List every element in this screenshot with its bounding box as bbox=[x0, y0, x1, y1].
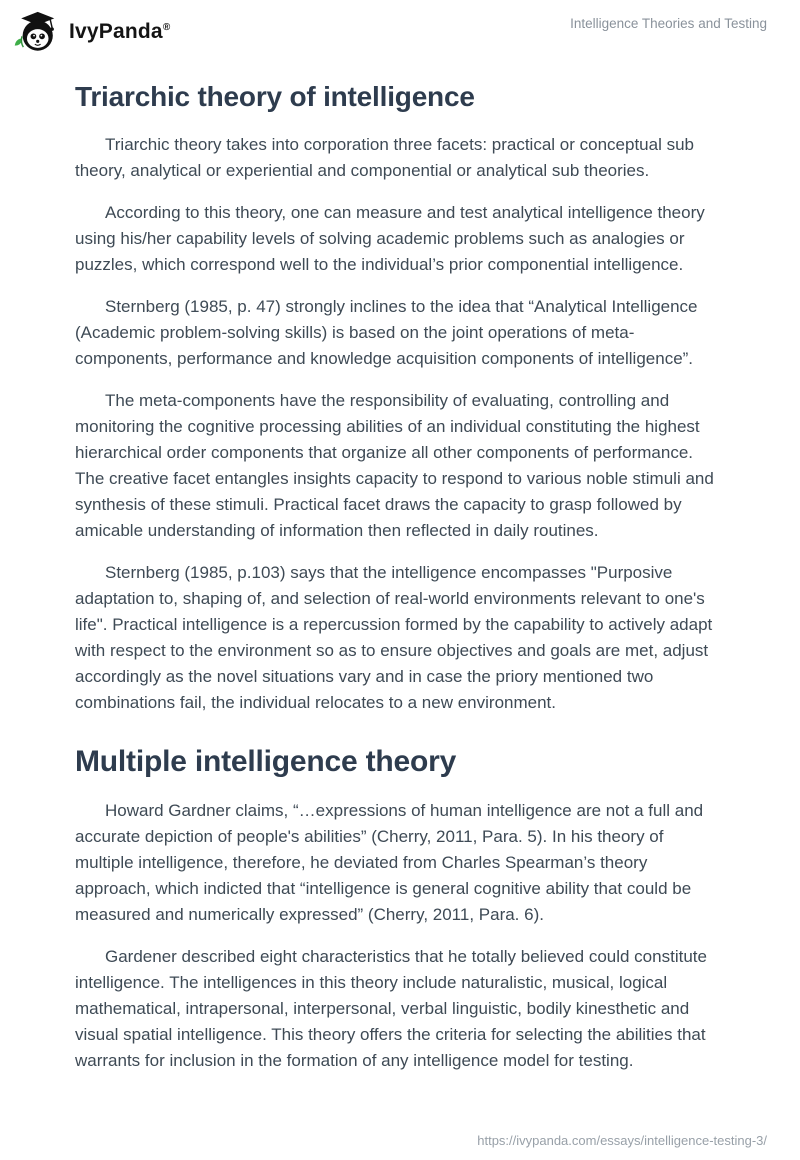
source-url-link[interactable]: https://ivypanda.com/essays/intelligence-testing-3/ bbox=[477, 1133, 767, 1148]
paragraph: Gardener described eight characteristics that he totally believed could constitute intelligence. The intelligences in this theory include naturalistic, musical, logical mathematical, intrapersonal, interpersonal, verbal linguistic, bodily kinesthetic and visual spatial intelligence. This theory offers the criteria for selecting the abilities that warrants for inclusion in the formation of any intelligence model for testing. bbox=[75, 946, 707, 1070]
paragraph: According to this theory, one can measure and test analytical intelligence theory using his/her capability levels of solving academic problems such as analogies or puzzles, which correspond well to the individual’s prior componential intelligence. bbox=[75, 202, 705, 274]
section-triarchic-theory bbox=[75, 80, 725, 716]
document-title: Intelligence Theories and Testing bbox=[570, 16, 767, 31]
page-footer bbox=[477, 1133, 767, 1148]
section-heading: Triarchic theory of intelligence bbox=[75, 81, 475, 112]
paragraph: Sternberg (1985, p.103) says that the intelligence encompasses "Purposive adaptation to, shaping of, and selection of real-world environments relevant to one's life". Practical intelligence is a repercussion formed by the capability to actively adapt with respect to the environment so as to ensure objectives and goals are met, adjust accordingly as the novel situations vary and in case the priory mentioned two combinations fail, the individual relocates to a new environment. bbox=[75, 562, 713, 712]
paragraph: Triarchic theory takes into corporation three facets: practical or conceptual sub theory, analytical or experiential and componential or analytical sub theories. bbox=[75, 134, 694, 180]
paragraph: Howard Gardner claims, “…expressions of human intelligence are not a full and accurate depiction of people's abilities” (Cherry, 2011, Para. 5). In his theory of multiple intelligence, therefore, he deviated from Charles Spearman’s theory approach, which indicted that “intelligence is general cognitive ability that could be measured and numerically expressed” (Cherry, 2011, Para. 6). bbox=[75, 800, 704, 924]
section-heading: Multiple intelligence theory bbox=[75, 744, 457, 778]
page-header bbox=[0, 0, 800, 56]
ivypanda-logo-icon bbox=[14, 9, 60, 55]
section-multiple-intelligence bbox=[75, 744, 725, 1074]
brand-link[interactable] bbox=[14, 9, 170, 55]
brand-name bbox=[69, 20, 170, 44]
paragraph: Sternberg (1985, p. 47) strongly inclines to the idea that “Analytical Intelligence (Academic problem-solving skills) is based on the joint operations of meta-components, performance and knowledge acquisition components of intelligence”. bbox=[75, 296, 698, 368]
paragraph: The meta-components have the responsibility of evaluating, controlling and monitoring the cognitive processing abilities of an individual constituting the highest hierarchical order components that organize all other components of performance. The creative facet entangles insights capacity to respond to various noble stimuli and synthesis of these stimuli. Practical facet draws the capacity to grasp followed by amicable understanding of information then reflected in daily routines. bbox=[75, 390, 714, 540]
essay-content bbox=[0, 80, 800, 1074]
registered-mark: ® bbox=[162, 22, 171, 33]
brand-text: IvyPanda bbox=[69, 20, 163, 43]
